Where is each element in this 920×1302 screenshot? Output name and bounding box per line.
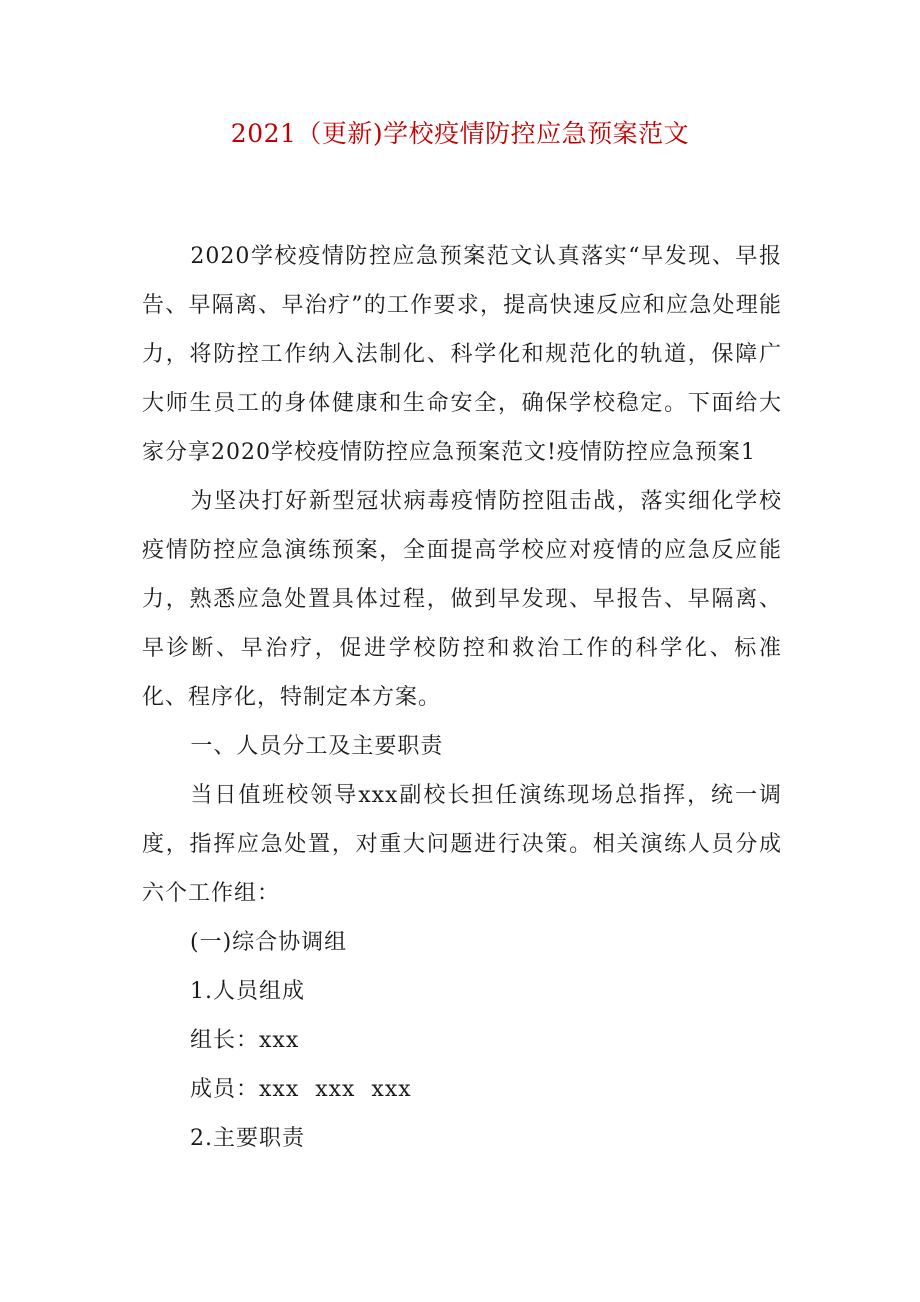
list-item: 1.人员组成	[190, 979, 305, 1004]
section-heading: 一、人员分工及主要职责	[190, 734, 444, 759]
intro-paragraph: 2020学校疫情防控应急预案范文认真落实“早发现、早报告、早隔离、早治疗”的工作要求，提高快速反应和应急处理能力，将防控工作纳入法制化、科学化和规范化的轨道，保障广大师生员工的身体健康和生命安全，确保学校稳定。下面给大家分享2020学校疫情防控应急预案范文!疫情防控应急预案1	[142, 244, 782, 465]
command-paragraph: 当日值班校领导xxx副校长担任演练现场总指挥，统一调度，指挥应急处置，对重大问题进行决策。相关演练人员分成六个工作组：	[142, 783, 782, 906]
list-item: 成员：xxx xxx xxx	[190, 1077, 412, 1102]
list-item: 2.主要职责	[190, 1126, 305, 1151]
purpose-paragraph: 为坚决打好新型冠状病毒疫情防控阻击战，落实细化学校疫情防控应急演练预案，全面提高学校应对疫情的应急反应能力，熟悉应急处置具体过程，做到早发现、早报告、早隔离、早诊断、早治疗，促进学校防控和救治工作的科学化、标准化、程序化，特制定本方案。	[142, 489, 782, 710]
document-body	[142, 232, 782, 1163]
group-heading: (一)综合协调组	[190, 930, 348, 955]
document-title: 2021（更新)学校疫情防控应急预案范文	[230, 119, 690, 148]
list-item: 组长：xxx	[190, 1028, 300, 1053]
